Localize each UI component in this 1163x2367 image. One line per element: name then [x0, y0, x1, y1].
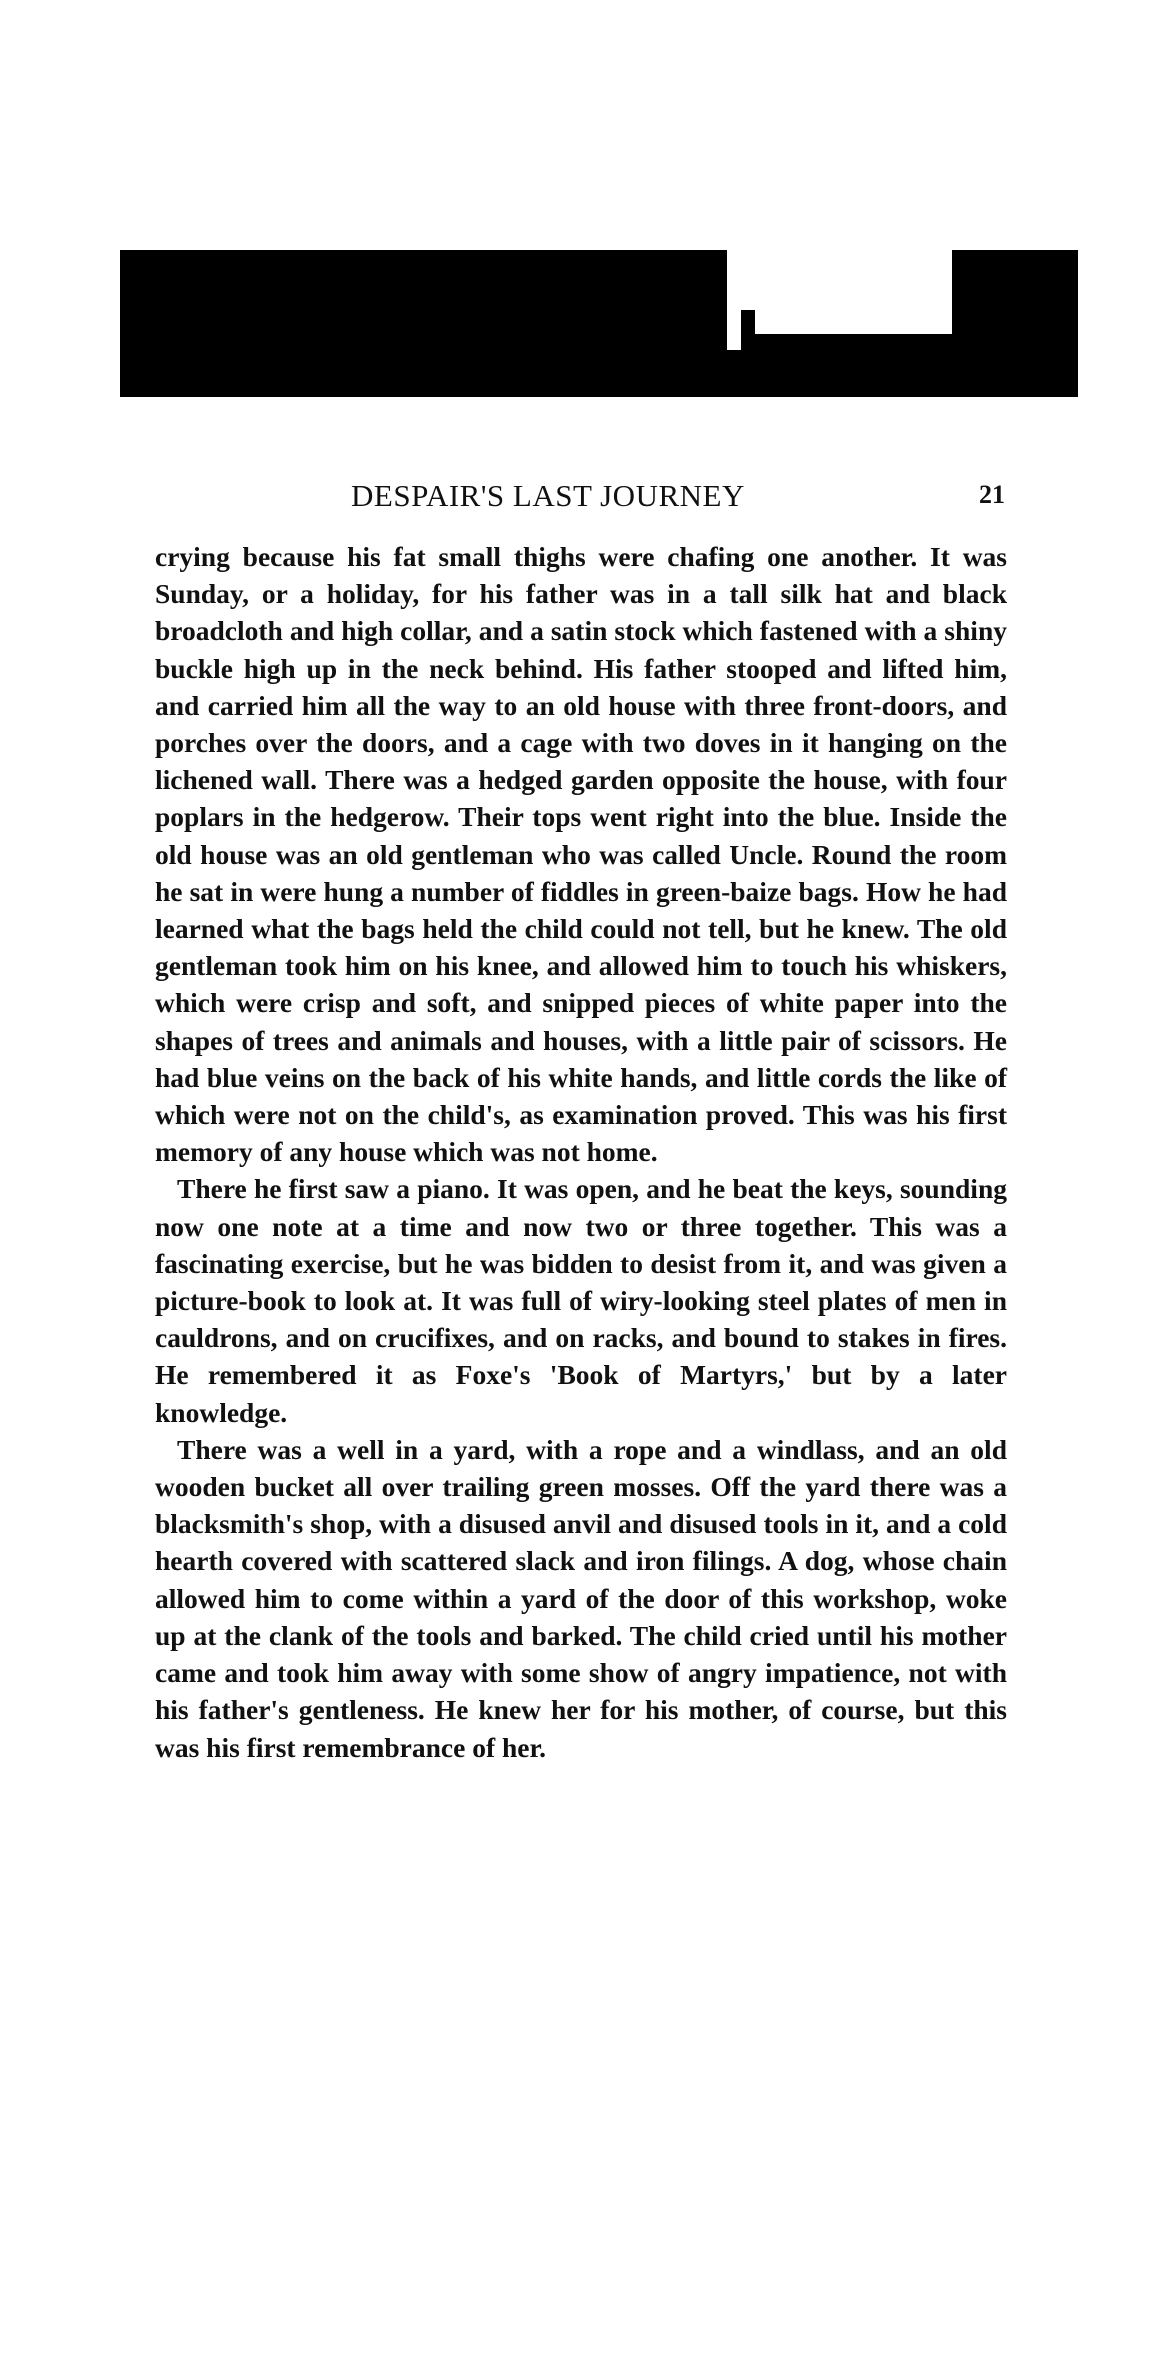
bar-notch-slab	[741, 310, 952, 334]
running-title: DESPAIR'S LAST JOURNEY	[351, 478, 745, 513]
redaction-bar	[120, 250, 1078, 397]
bar-notch-stem	[727, 310, 741, 350]
paragraph: There he first saw a piano. It was open, and he beat the keys, sounding now one note at a time and now two or three together. This was a fascinating exercise, but he was bidden to desist from it, and was given a picture-book to look at. It was full of wiry-looking steel plates of men in cauldrons, and on crucifixes, and on racks, and bound to stakes in fires. He remembered it as Foxe's 'Book of Martyrs,' but by a later knowledge.	[155, 1173, 1007, 1428]
paragraph: There was a well in a yard, with a rope and a windlass, and an old wooden bucket all over trailing green mosses. Off the yard there was a blacksmith's shop, with a disused anvil and disused tools in it, and a cold hearth covered with scattered slack and iron filings. A dog, whose chain allowed him to come within a yard of the door of this workshop, woke up at the clank of the tools and barked. The child cried until his mother came and took him away with some show of angry impatience, not with his father's gentleness. He knew her for his mother, of course, but this was his first remembrance of her.	[155, 1433, 1007, 1763]
page-number: 21	[979, 480, 1005, 509]
bar-notch	[727, 250, 952, 310]
paragraph: crying because his fat small thighs were chafing one another. It was Sunday, or a holiday, for his father was in a tall silk hat and black broadcloth and high collar, and a satin stock which fastened with a shiny buckle high up in the neck behind. His father stooped and lifted him, and carried him all the way to an old house with three front-doors, and porches over the doors, and a cage with two doves in it hanging on the lichened wall. There was a hedged garden opposite the house, with four poplars in the hedgerow. Their tops went right into the blue. Inside the old house was an old gentleman who was called Uncle. Round the room he sat in were hung a number of fiddles in green-baize bags. How he had learned what the bags held the child could not tell, but he knew. The old gentleman took him on his knee, and allowed him to touch his whiskers, which were crisp and soft, and snipped pieces of white paper into the shapes of trees and animals and houses, with a little pair of scissors. He had blue veins on the back of his white hands, and little cords the like of which were not on the child's, as examination proved. This was his first memory of any house which was not home.	[155, 541, 1007, 1168]
body-text	[155, 538, 1007, 1766]
bar-notch-cut	[741, 310, 755, 334]
running-head	[153, 478, 1015, 520]
